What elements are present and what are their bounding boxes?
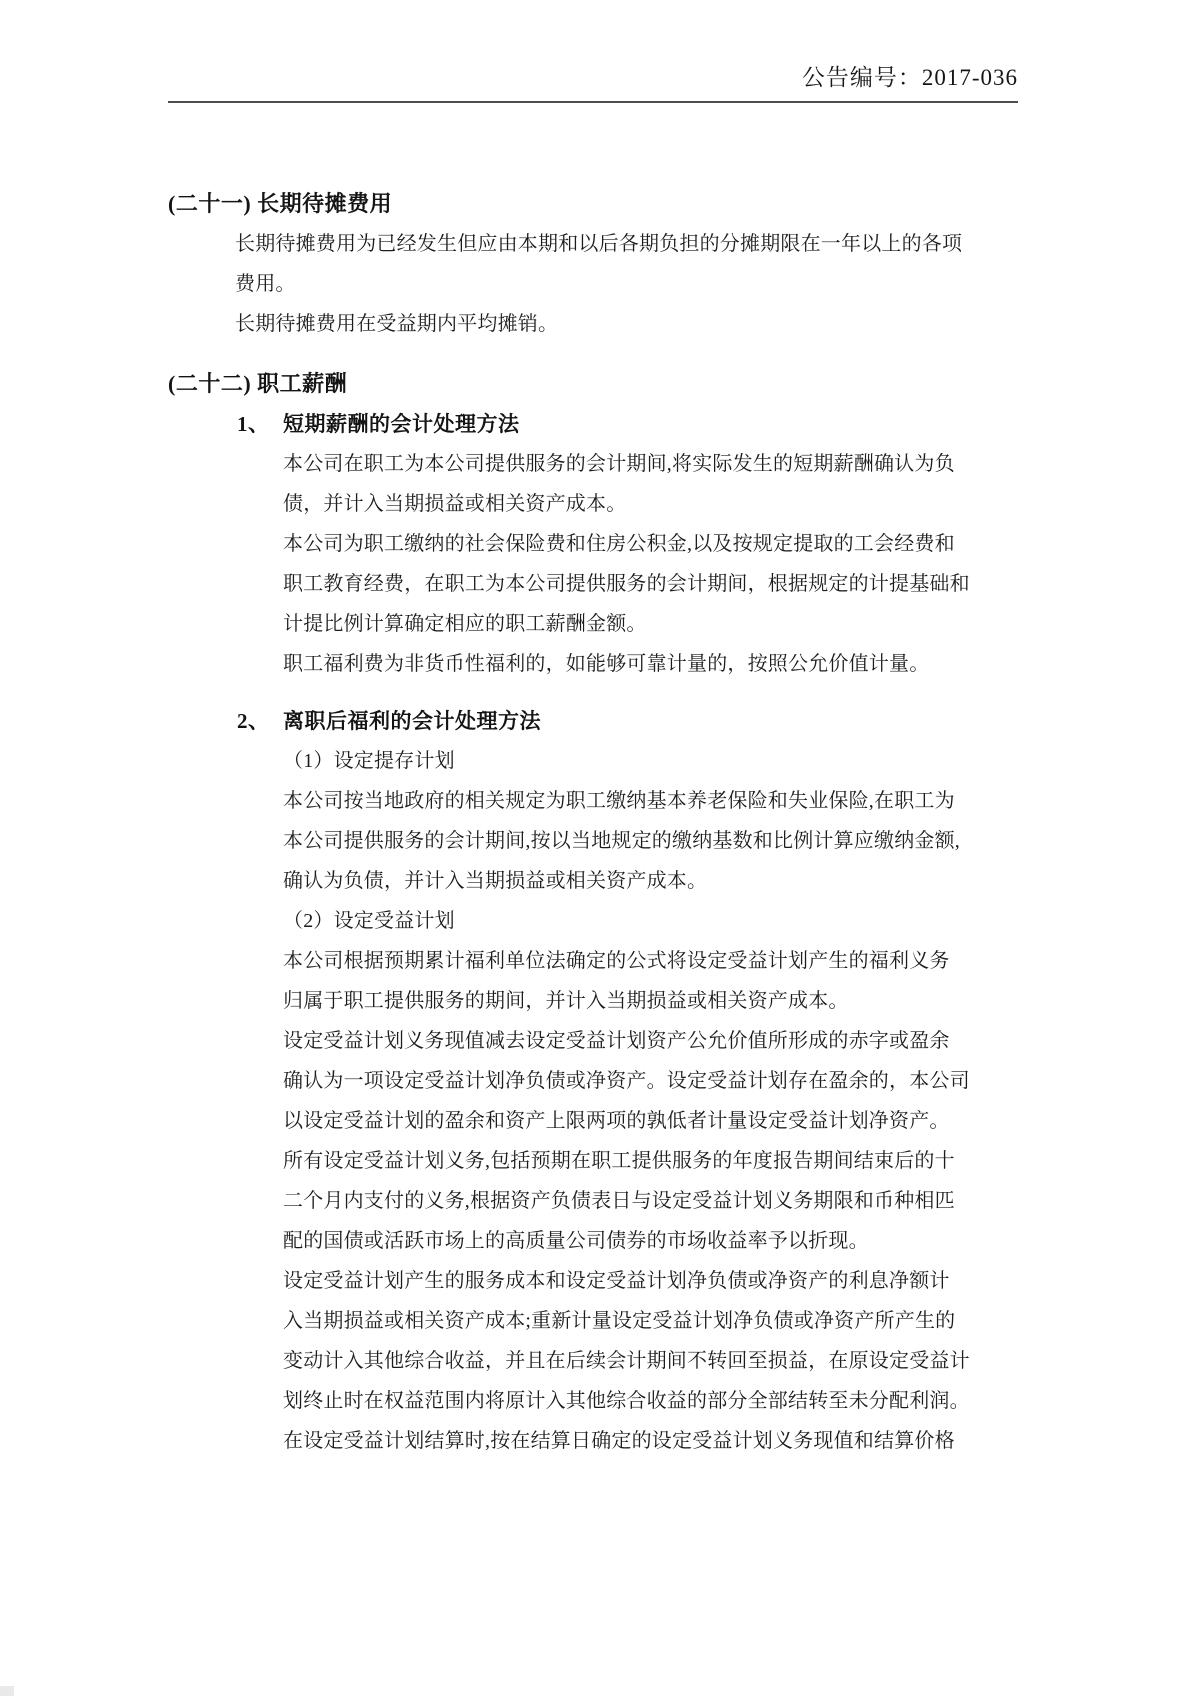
text-line: 设定受益计划义务现值减去设定受益计划资产公允价值所形成的赤字或盈余 [283,1030,950,1052]
text-line: 计提比例计算确定相应的职工薪酬金额。 [283,613,647,635]
text-line: 费用。 [235,273,296,295]
text-line: 债，并计入当期损益或相关资产成本。 [283,493,627,515]
scanner-edge-artifact [0,1686,14,1696]
text-line: 确认为负债，并计入当期损益或相关资产成本。 [283,870,708,892]
section-21-body [235,224,970,344]
text-line: 设定受益计划产生的服务成本和设定受益计划净负债或净资产的利息净额计 [283,1270,950,1292]
item-2-title: 离职后福利的会计处理方法 [283,709,541,733]
text-line: 本公司提供服务的会计期间,按以当地规定的缴纳基数和比例计算应缴纳金额, [283,830,960,852]
text-line: 长期待摊费用在受益期内平均摊销。 [235,313,559,335]
text-line: 归属于职工提供服务的期间，并计入当期损益或相关资产成本。 [283,990,849,1012]
text-line: 变动计入其他综合收益，并且在后续会计期间不转回至损益，在原设定受益计 [283,1350,970,1372]
text-line: 划终止时在权益范围内将原计入其他综合收益的部分全部结转至未分配利润。 [283,1390,970,1412]
text-line: 职工教育经费，在职工为本公司提供服务的会计期间，根据规定的计提基础和 [283,573,970,595]
announcement-number: 公告编号：2017-036 [801,65,1018,90]
text-line: 本公司在职工为本公司提供服务的会计期间,将实际发生的短期薪酬确认为负 [283,453,955,475]
text-line: 所有设定受益计划义务,包括预期在职工提供服务的年度报告期间结束后的十 [283,1150,955,1172]
text-line: 配的国债或活跃市场上的高质量公司债券的市场收益率予以折现。 [283,1230,869,1252]
item-2-number: 2、 [237,709,270,733]
text-line: 本公司按当地政府的相关规定为职工缴纳基本养老保险和失业保险,在职工为 [283,790,955,812]
text-line: 长期待摊费用为已经发生但应由本期和以后各期负担的分摊期限在一年以上的各项 [235,233,963,255]
text-line: 以设定受益计划的盈余和资产上限两项的孰低者计量设定受益计划净资产。 [283,1110,950,1132]
text-line: （2）设定受益计划 [283,910,455,932]
text-line: 在设定受益计划结算时,按在结算日确定的设定受益计划义务现值和结算价格 [283,1430,955,1452]
text-line: 确认为一项设定受益计划净负债或净资产。设定受益计划存在盈余的，本公司 [283,1070,970,1092]
item-1-title: 短期薪酬的会计处理方法 [283,412,520,436]
text-line: 本公司为职工缴纳的社会保险费和住房公积金,以及按规定提取的工会经费和 [283,533,955,555]
text-line: （1）设定提存计划 [283,750,455,772]
item-1-number: 1、 [237,412,270,436]
item-1-heading [237,404,520,444]
text-line: 本公司根据预期累计福利单位法确定的公式将设定受益计划产生的福利义务 [283,950,950,972]
item-2-heading [237,701,541,741]
text-line: 入当期损益或相关资产成本;重新计量设定受益计划净负债或净资产所产生的 [283,1310,956,1332]
section-21-heading: (二十一) 长期待摊费用 [168,191,393,216]
text-line: 职工福利费为非货币性福利的，如能够可靠计量的，按照公允价值计量。 [283,653,930,675]
item-2-body [283,741,973,1461]
section-22-heading: (二十二) 职工薪酬 [168,371,348,396]
item-1-body [283,444,973,684]
text-line: 二个月内支付的义务,根据资产负债表日与设定受益计划义务期限和币种相匹 [283,1190,955,1212]
header-divider [168,101,1018,103]
